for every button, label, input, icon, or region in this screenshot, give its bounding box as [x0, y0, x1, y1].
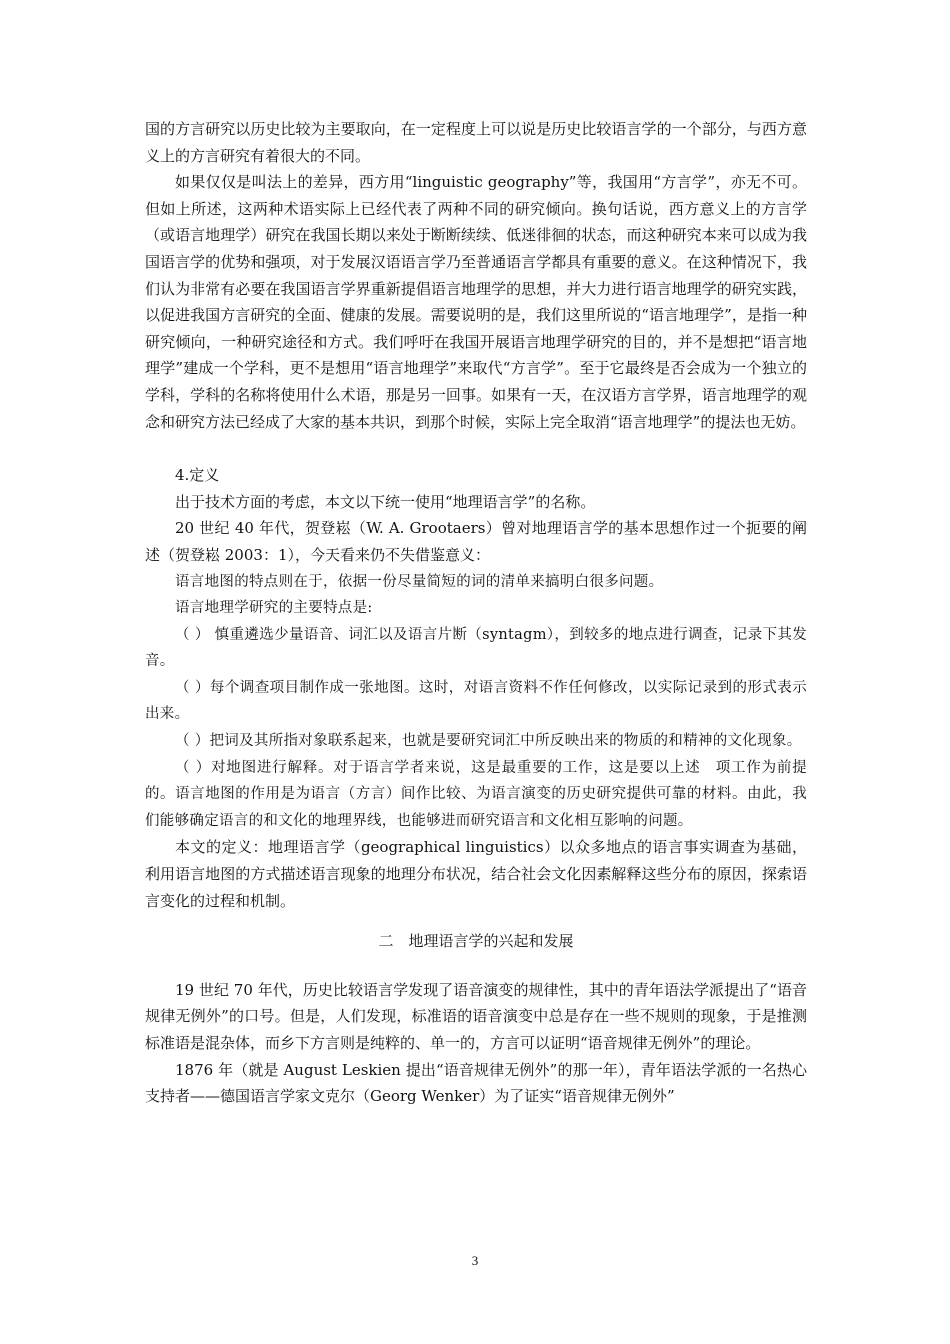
- document-body: [145, 116, 807, 1110]
- quote-item: （ ） 慎重遴选少量语音、词汇以及语言片断（syntagm），到较多的地点进行调查，记录下其发音。: [145, 626, 807, 670]
- quote-line: 语言地图的特点则在于，依据一份尽量简短的词的清单来搞明白很多问题。: [175, 573, 664, 590]
- paragraph-wenker: 1876 年（就是 August Leskien 提出“语音规律无例外”的那一年），青年语法学派的一名热心支持者——德国语言学家文克尔（Georg Wenker）为了证实“语音规律无例外”: [145, 1060, 807, 1106]
- paragraph-definition: 本文的定义：地理语言学（geographical linguistics）以众多地点的语言事实调查为基础，利用语言地图的方式描述语言现象的地理分布状况，结合社会文化因素解释这些分布的原因，探索语言变化的过程和机制。: [145, 838, 807, 910]
- paragraph-history: 19 世纪 70 年代，历史比较语言学发现了语音演变的规律性，其中的青年语法学派提出了“语音规律无例外”的口号。但是，人们发现，标准语的语音演变中总是存在一些不规则的现象，于是推测标准语是混杂体，而乡下方言则是纯粹的、单一的，方言可以证明“语音规律无例外”的理论。: [145, 980, 807, 1052]
- paragraph-terminology: 如果仅仅是叫法上的差异，西方用“linguistic geography”等，我国用“方言学”，亦无不可。但如上所述，这两种术语实际上已经代表了两种不同的研究倾向。换句话说，西方意义上的方言学（或语言地理学）研究在我国长期以来处于断断续续、低迷徘徊的状态，而这种研究本来可以成为我国语言学的优势和强项，对于发展汉语语言学乃至普通语言学都具有重要的意义。在这种情况下，我们认为非常有必要在我国语言学界重新提倡语言地理学的思想，并大力进行语言地理学的研究实践，以促进我国方言研究的全面、健康的发展。需要说明的是，我们这里所说的“语言地理学”，是指一种研究倾向，一种研究途径和方式。我们呼吁在我国开展语言地理学研究的目的，并不是想把“语言地理学”建成一个学科，更不是想用“语言地理学”来取代“方言学”。至于它最终是否会成为一个独立的学科，学科的名称将使用什么术语，那是另一回事。如果有一天，在汉语方言学界，语言地理学的观念和研究方法已经成了大家的基本共识，到那个时候，实际上完全取消“语言地理学”的提法也无妨。: [145, 173, 807, 431]
- paragraph-naming: 出于技术方面的考虑，本文以下统一使用“地理语言学”的名称。: [175, 492, 596, 511]
- paragraph-grootaers: 20 世纪 40 年代，贺登崧（W. A. Grootaers）曾对地理语言学的基本思想作过一个扼要的阐述（贺登崧 2003：1），今天看来仍不失借鉴意义：: [145, 519, 807, 564]
- paragraph-continued: 国的方言研究以历史比较为主要取向，在一定程度上可以说是历史比较语言学的一个部分，与西方意义上的方言研究有着很大的不同。: [145, 120, 807, 165]
- quote-line: 语言地理学研究的主要特点是:: [175, 600, 373, 617]
- section-title-definition: 4.定义: [175, 466, 220, 485]
- spacer: [145, 435, 807, 462]
- page-number: 3: [471, 1253, 479, 1268]
- section-heading: 二 地理语言学的兴起和发展: [378, 932, 574, 951]
- quote-item: （ ）每个调查项目制作成一张地图。这时，对语言资料不作任何修改，以实际记录到的形式表示出来。: [145, 679, 807, 723]
- quote-item: （ ）把词及其所指对象联系起来，也就是要研究词汇中所反映出来的物质的和精神的文化现象。: [175, 733, 802, 750]
- quote-item: （ ）对地图进行解释。对于语言学者来说，这是最重要的工作，这是要以上述 项工作为前提的。语言地图的作用是为语言（方言）间作比较、为语言演变的历史研究提供可靠的材料。由此，我们能够确定语言的和文化的地理界线，也能够进而研究语言和文化相互影响的问题。: [145, 759, 807, 829]
